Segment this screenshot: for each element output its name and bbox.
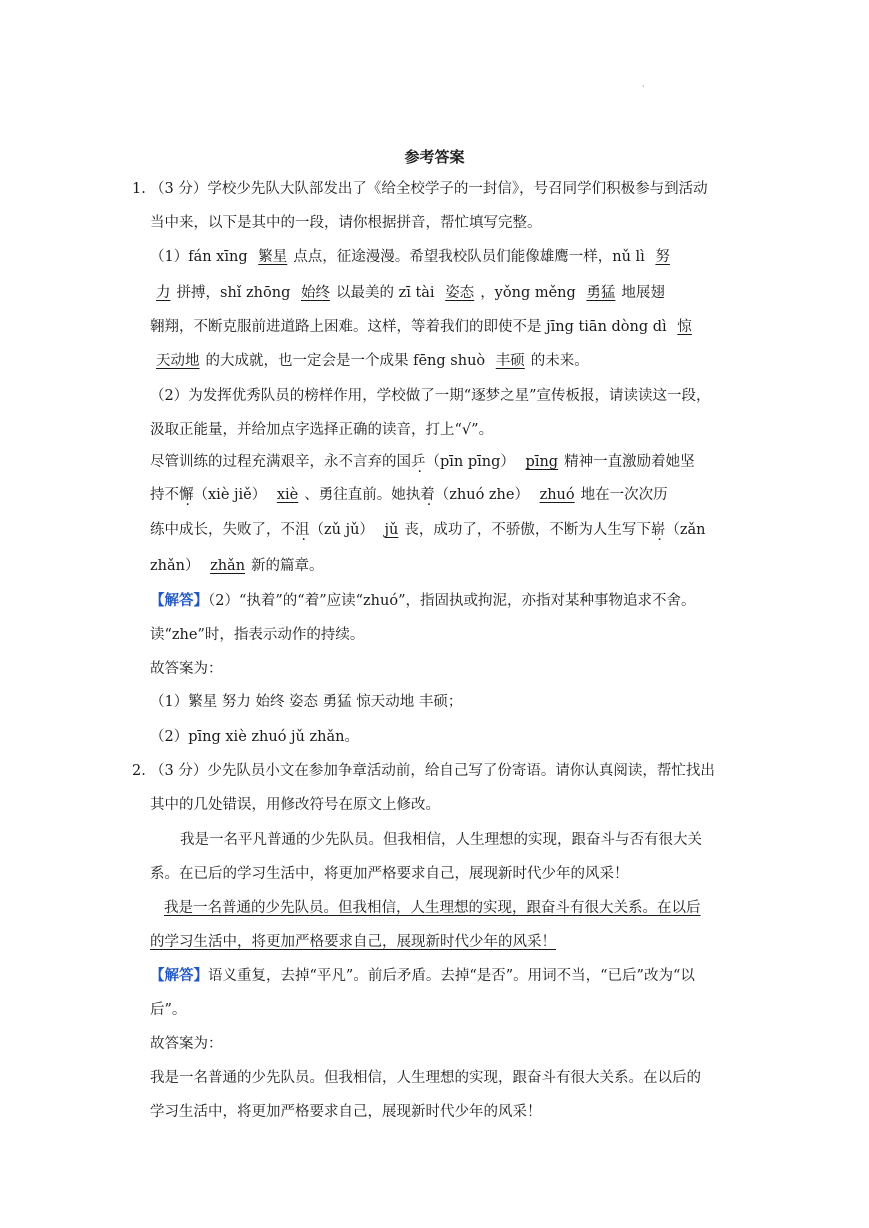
jieda-tag: 【解答】	[150, 592, 208, 609]
q1-p2-line-6: zhǎn） zhǎn 新的篇章。	[150, 558, 324, 574]
answer-blank: 力	[156, 285, 171, 301]
answer-blank: 努	[655, 249, 670, 265]
q1-number: 1.	[132, 181, 146, 197]
q2-answer-2: 学习生活中，将更加严格要求自己，展现新时代少年的风采！	[150, 1104, 542, 1120]
q2-passage-line-1: 我是一名平凡普通的少先队员。但我相信，人生理想的实现，跟奋斗与否有很大关	[180, 832, 702, 848]
q2-corrected-line-2	[150, 931, 578, 953]
header-mark: ·	[642, 82, 645, 91]
answer-blank: zhuó	[539, 487, 575, 503]
jieda-tag: 【解答】	[150, 967, 208, 984]
q1-answer-2: （2）pīng xiè zhuó jǔ zhǎn。	[150, 729, 359, 745]
q1-answer-label: 故答案为：	[150, 661, 223, 677]
q1-intro-line-1: （3 分）学校少先队大队部发出了《给全校学子的一封信》，号召同学们积极参与到活动	[150, 181, 708, 197]
q2-intro-line-2: 其中的几处错误，用修改符号在原文上修改。	[150, 797, 440, 813]
answer-blank: pīng	[525, 454, 559, 470]
q1-p2-line-4: 持不懈（xiè jiě） xiè 、勇往直前。她执着（zhuó zhe） zhuó 地在一次次历	[150, 487, 668, 503]
q1-p2-line-1: （2）为发挥优秀队员的榜样作用，学校做了一期“逐梦之星”宣传板报，请读读这一段，	[150, 388, 711, 404]
q1-answer-1: （1）繁星 努力 始终 姿态 勇猛 惊天动地 丰硕；	[150, 694, 463, 710]
q1-intro-line-2: 当中来，以下是其中的一段，请你根据拼音，帮忙填写完整。	[150, 215, 542, 231]
q2-number: 2.	[132, 763, 146, 779]
q1-p2-line-3: 尽管训练的过程充满艰辛，永不言弃的国乒（pīn pīng） pīng 精神一直激励着她坚	[150, 454, 695, 470]
answer-blank: zhǎn	[210, 558, 246, 574]
q1-p1-line-3: 翱翔，不断克服前进道路上困难。这样，等着我们的即使不是 jīng tiān dòng dì 惊	[150, 316, 698, 338]
q2-answer-label: 故答案为：	[150, 1036, 223, 1052]
answer-blank: 丰硕	[495, 353, 525, 369]
q2-passage-line-2: 系。在已后的学习生活中，将更加严格要求自己，展现新时代少年的风采！	[150, 866, 629, 882]
answer-blank: 繁星	[258, 249, 288, 265]
q1-p1-line-4: 天动地 的大成就，也一定会是一个成果 fēng shuò 丰硕 的未来。	[150, 350, 589, 372]
q2-jieda-line-2: 后”。	[150, 1002, 187, 1018]
answer-blank: 的学习生活中，将更加严格要求自己，展现新时代少年的风采！	[150, 934, 556, 950]
answer-blank: 我是一名普通的少先队员。但我相信，人生理想的实现，跟奋斗有很大关系。在以后	[164, 900, 701, 916]
q1-p2-line-2: 汲取正能量，并给加点字选择正确的读音，打上“√”。	[150, 422, 494, 438]
answer-blank: 始终	[300, 285, 330, 301]
page-title: 参考答案	[404, 148, 465, 166]
answer-blank: 天动地	[156, 353, 200, 369]
answer-blank: 姿态	[445, 285, 475, 301]
answer-blank: xiè	[276, 487, 299, 503]
q1-jieda-line-1: 【解答】（2）“执着”的“着”应读“zhuó”，指固执或拘泥，亦指对某种事物追求不舍。	[150, 592, 696, 609]
q2-corrected-line-1	[150, 897, 707, 919]
q1-p1-line-1: （1）fán xīng 繁星 点点，征途漫漫。希望我校队员们能像雄鹰一样，nǔ lì 努	[150, 246, 676, 268]
q1-p1-line-2: 力 拼搏，shǐ zhōng 始终 以最美的 zī tài 姿态 ，yǒng měng 勇猛 地展翅	[150, 282, 665, 304]
answer-blank: jǔ	[384, 522, 399, 538]
q1-p2-line-5: 练中成长，失败了，不沮（zǔ jǔ） jǔ 丧，成功了，不骄傲，不断为人生写下崭（zǎn	[150, 522, 706, 538]
q1-jieda-line-2: 读“zhe”时，指表示动作的持续。	[150, 627, 365, 643]
answer-blank: 勇猛	[586, 285, 616, 301]
q2-intro-line-1: （3 分）少先队员小文在参加争章活动前，给自己写了份寄语。请你认真阅读，帮忙找出	[150, 763, 715, 779]
q2-answer-1: 我是一名普通的少先队员。但我相信，人生理想的实现，跟奋斗有很大关系。在以后的	[150, 1070, 701, 1086]
answer-blank: 惊	[677, 319, 692, 335]
q2-jieda-line-1: 【解答】语义重复，去掉“平凡”。前后矛盾。去掉“是否”。用词不当，“已后”改为“以	[150, 967, 695, 984]
